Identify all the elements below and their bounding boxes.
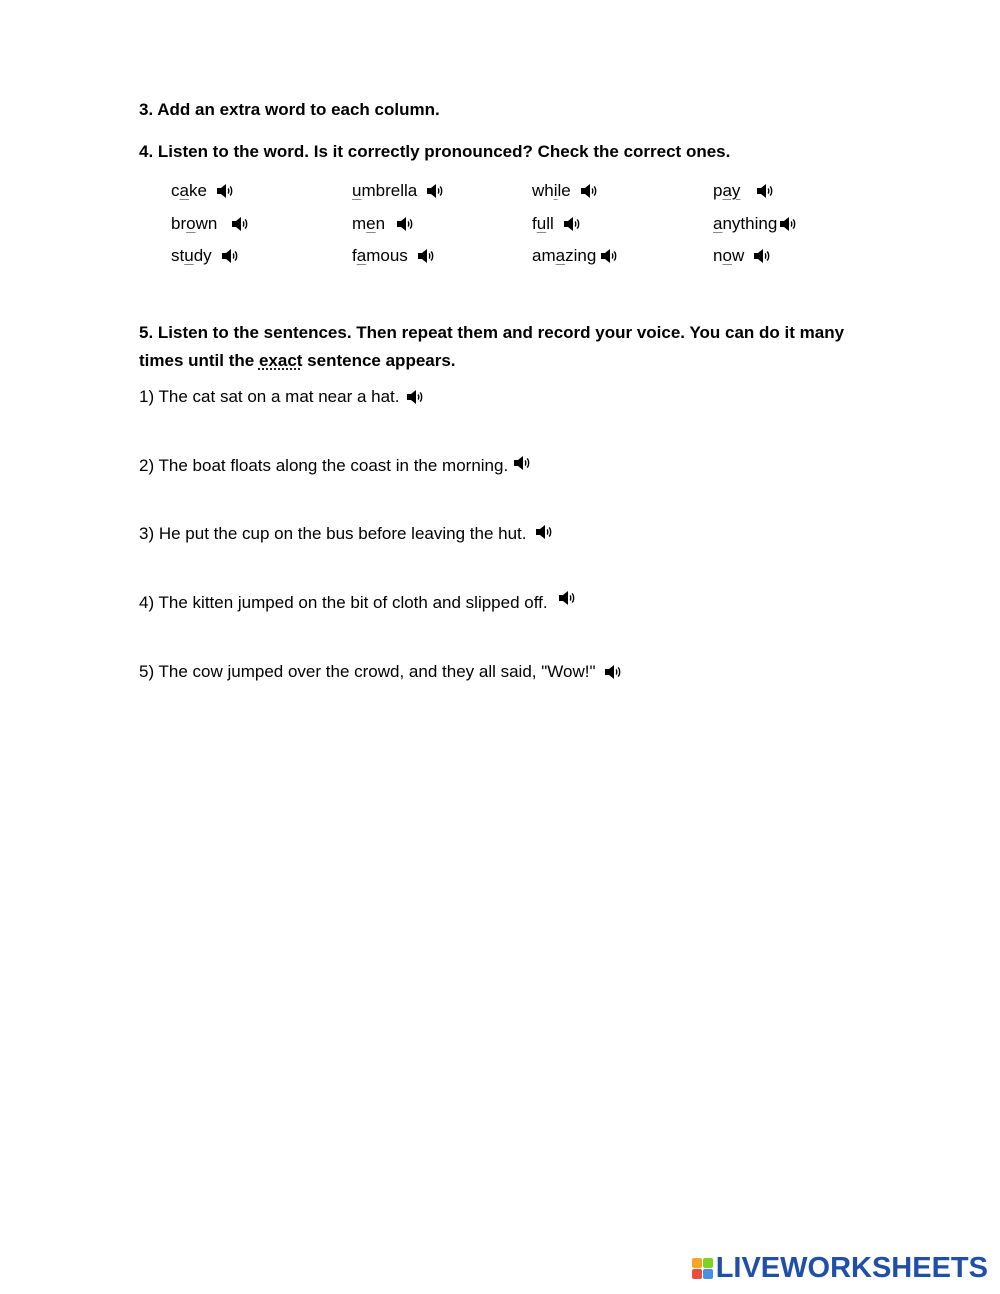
logo-block — [692, 1258, 702, 1268]
question-3: 3. Add an extra word to each column. — [139, 100, 440, 119]
question-4: 4. Listen to the word. Is it correctly pronounced? Check the correct ones. — [139, 142, 731, 161]
word-item — [532, 214, 581, 234]
word-item — [352, 181, 444, 201]
word-item — [532, 246, 618, 266]
speaker-icon[interactable] — [231, 216, 249, 232]
speaker-icon[interactable] — [600, 248, 618, 264]
speaker-icon[interactable] — [558, 590, 576, 606]
word-text: cake — [171, 181, 207, 200]
word-text: men — [352, 214, 386, 233]
word-item — [532, 181, 598, 201]
speaker-icon[interactable] — [396, 216, 414, 232]
word-text: brown — [171, 214, 218, 233]
word-item — [713, 214, 797, 234]
speaker-icon[interactable] — [221, 248, 239, 264]
logo-text: LIVEWORKSHEETS — [715, 1252, 988, 1284]
word-text: while — [532, 181, 571, 200]
word-item — [171, 246, 239, 266]
word-item — [713, 246, 771, 266]
word-text: now — [713, 246, 745, 265]
word-item — [352, 214, 414, 234]
word-text: full — [532, 214, 554, 233]
speaker-icon[interactable] — [426, 183, 444, 199]
sentence-item — [139, 593, 576, 613]
liveworksheets-logo — [692, 1252, 988, 1285]
logo-blocks — [692, 1258, 713, 1279]
speaker-icon[interactable] — [406, 389, 424, 405]
word-text: pay — [713, 181, 741, 200]
question-5: 5. Listen to the sentences. Then repeat them and record your voice. You can do it many times until the exact sentence appears. — [139, 323, 845, 370]
word-item — [171, 181, 234, 201]
sentence-text: 4) The kitten jumped on the bit of cloth and slipped off. — [139, 593, 548, 612]
sentence-item — [139, 662, 622, 682]
logo-block — [692, 1269, 702, 1279]
speaker-icon[interactable] — [604, 664, 622, 680]
logo-block — [703, 1258, 713, 1268]
speaker-icon[interactable] — [417, 248, 435, 264]
word-text: famous — [352, 246, 408, 265]
speaker-icon[interactable] — [753, 248, 771, 264]
word-item — [352, 246, 435, 266]
word-text: amazing — [532, 246, 597, 265]
logo-block — [703, 1269, 713, 1279]
emphasis-exact: exact — [258, 351, 303, 370]
sentence-text: 3) He put the cup on the bus before leaving the hut. — [139, 524, 527, 543]
speaker-icon[interactable] — [580, 183, 598, 199]
speaker-icon[interactable] — [779, 216, 797, 232]
speaker-icon[interactable] — [535, 524, 553, 540]
word-text: study — [171, 246, 212, 265]
speaker-icon[interactable] — [756, 183, 774, 199]
sentence-text: 1) The cat sat on a mat near a hat. — [139, 387, 400, 406]
speaker-icon[interactable] — [513, 455, 531, 471]
word-item — [171, 214, 249, 234]
word-text: anything — [713, 214, 778, 233]
sentence-item — [139, 524, 553, 544]
sentence-text: 5) The cow jumped over the crowd, and they all said, "Wow!" — [139, 662, 596, 681]
sentence-text: 2) The boat floats along the coast in the morning. — [139, 456, 509, 475]
sentence-item — [139, 387, 424, 407]
speaker-icon[interactable] — [563, 216, 581, 232]
speaker-icon[interactable] — [216, 183, 234, 199]
word-text: umbrella — [352, 181, 418, 200]
word-item — [713, 181, 774, 201]
sentence-item — [139, 456, 531, 476]
